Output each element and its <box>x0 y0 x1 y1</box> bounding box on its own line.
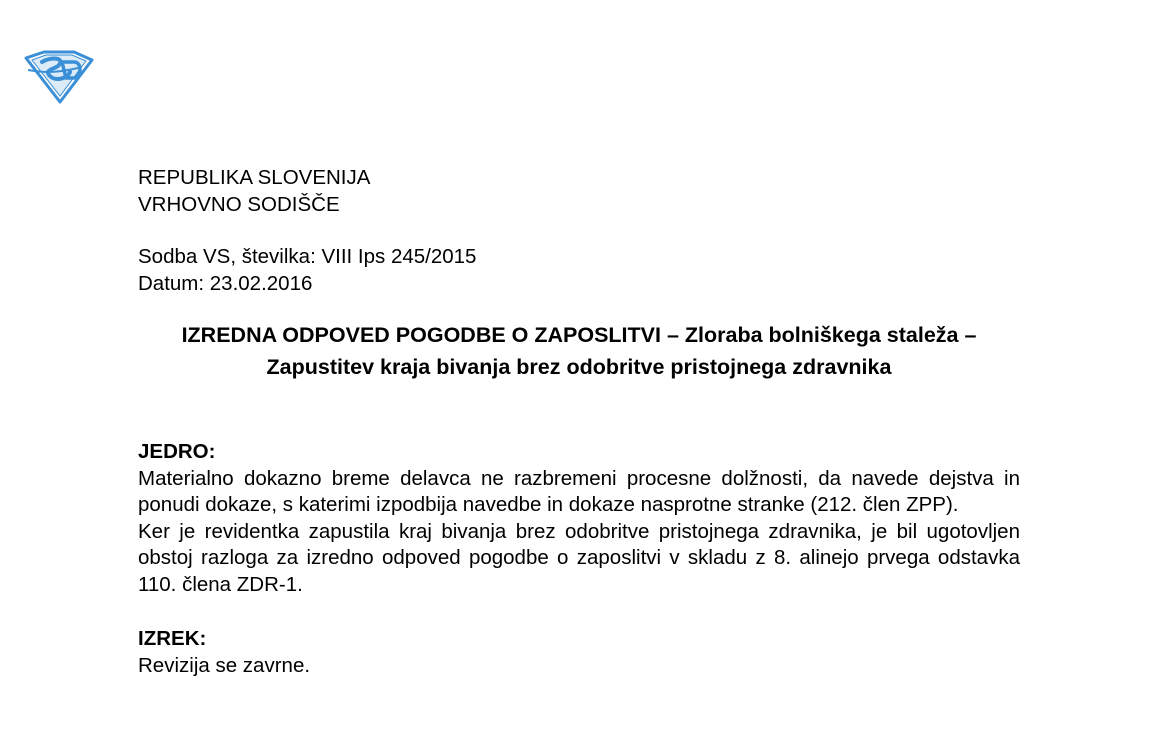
jedro-section <box>138 439 1020 598</box>
jedro-paragraph: Materialno dokazno breme delavca ne razbremeni procesne dolžnosti, da navede dejstva in ponudi dokaze, s katerimi izpodbija navedbe in dokaze nasprotne stranke (212. člen ZPP). <box>138 466 1020 516</box>
case-number: Sodba VS, številka: VIII Ips 245/2015 <box>138 245 477 268</box>
izrek-section <box>138 626 1020 679</box>
court-country: REPUBLIKA SLOVENIJA <box>138 166 371 189</box>
document-title: IZREDNA ODPOVED POGODBE O ZAPOSLITVI – Zloraba bolniškega staleža – Zapustitev kraja bivanja brez odobritve pristojnega zdravnika <box>181 323 977 379</box>
izrek-heading: IZREK: <box>138 627 207 650</box>
court-header <box>138 165 1020 218</box>
jedro-heading: JEDRO: <box>138 440 216 463</box>
document-body <box>138 165 1020 679</box>
case-date: Datum: 23.02.2016 <box>138 271 313 295</box>
court-name: VRHOVNO SODIŠČE <box>138 192 340 216</box>
izrek-text: Revizija se zavrne. <box>138 653 311 677</box>
jedro-paragraph: Ker je revidentka zapustila kraj bivanja brez odobritve pristojnega zdravnika, je bil ugotovljen obstoj razloga za izredno odpoved pogodbe o zaposlitvi v skladu z 8. alinejo prvega odstavka 110. člena ZDR-1. <box>138 519 1020 596</box>
case-meta <box>138 244 1020 297</box>
sd-shield-logo-icon <box>22 48 96 104</box>
